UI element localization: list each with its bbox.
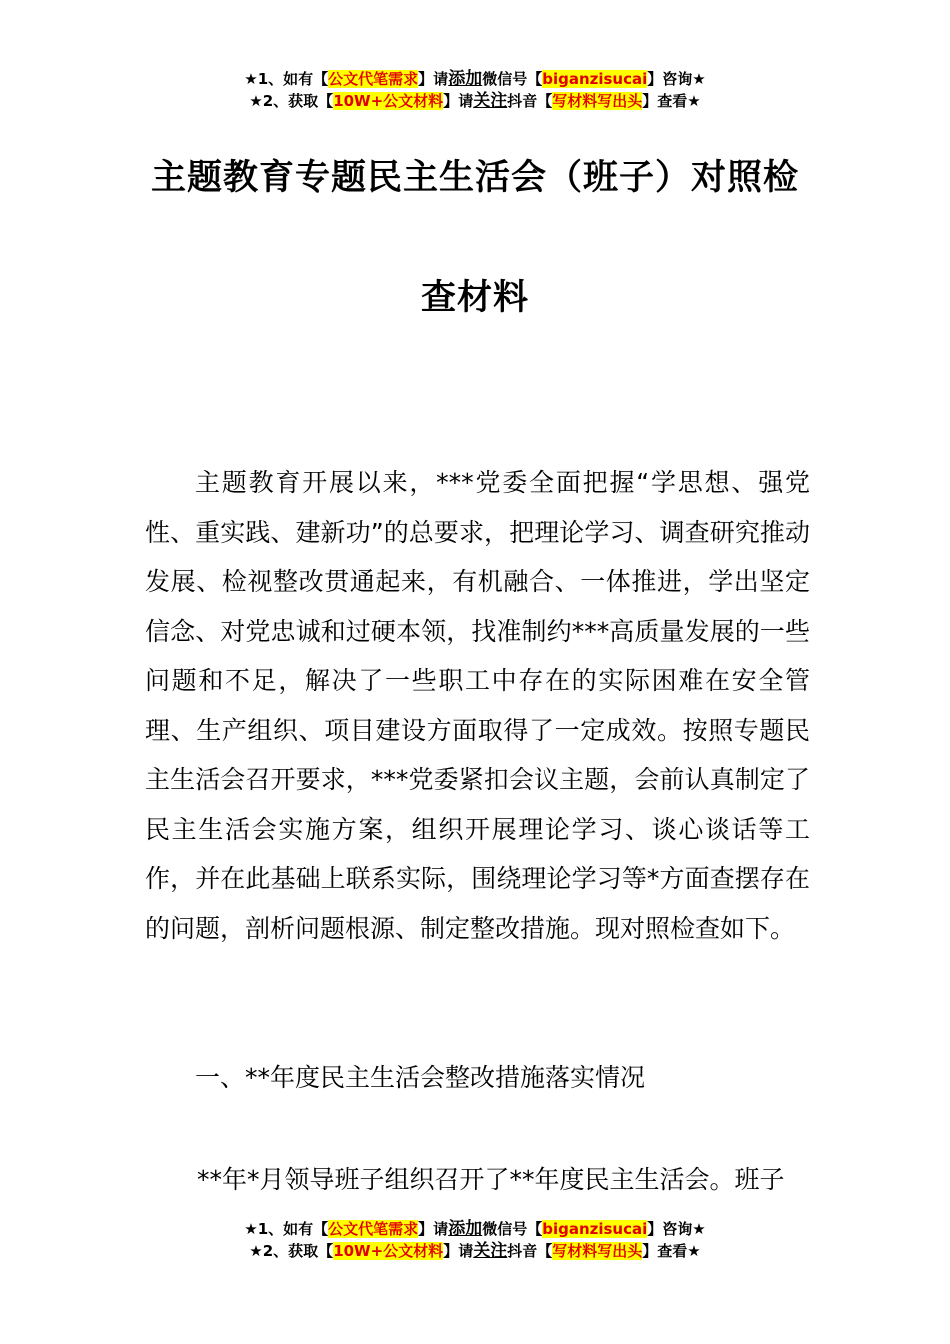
banner-line-2: [0, 90, 950, 112]
banner-text: 】请: [443, 92, 474, 110]
banner-line-2: [0, 1240, 950, 1262]
banner-emphasis: 添加: [448, 1219, 483, 1239]
banner-text: 】请: [443, 1242, 474, 1260]
banner-text: 】查看★: [642, 92, 701, 110]
body-paragraph-1: 主题教育开展以来，***党委全面把握“学思想、强党性、重实践、建新功”的总要求，把理论学习、调查研究推动发展、检视整改贯通起来，有机融合、一体推进，学出坚定信念、对党忠诚和过硬本领，找准制约***高质量发展的一些问题和不足，解决了一些职工中存在的实际困难在安全管理、生产组织、项目建设方面取得了一定成效。按照专题民主生活会召开要求，***党委紧扣会议主题，会前认真制定了民主生活会实施方案，组织开展理论学习、谈心谈话等工作，并在此基础上联系实际，围绕理论学习等*方面查摆存在的问题，剖析问题根源、制定整改措施。现对照检查如下。: [145, 468, 810, 943]
banner-highlight: 写材料写出头: [552, 92, 643, 110]
banner-line-1: [0, 68, 950, 90]
banner-emphasis: 添加: [448, 69, 483, 89]
banner-highlight: 10W+公文材料: [333, 1242, 444, 1260]
banner-text: 】查看★: [642, 1242, 701, 1260]
header-banner: [0, 68, 950, 112]
banner-highlight: biganzisucai: [542, 1220, 648, 1238]
document-title-line-2: 查材料: [420, 278, 529, 318]
body-paragraph-2: **年*月领导班子组织召开了**年度民主生活会。班子: [197, 1165, 785, 1194]
banner-text: 抖音【: [507, 92, 553, 110]
banner-text: ★1、如有【: [244, 70, 329, 88]
section-heading-1: 一、**年度民主生活会整改措施落实情况: [195, 1063, 646, 1092]
banner-text: ★2、获取【: [249, 92, 334, 110]
banner-highlight: biganzisucai: [542, 70, 648, 88]
banner-text: 微信号【: [482, 1220, 543, 1238]
banner-emphasis: 关注: [473, 1241, 508, 1261]
banner-text: 】请: [418, 1220, 449, 1238]
banner-highlight: 写材料写出头: [552, 1242, 643, 1260]
banner-text: 】咨询★: [647, 1220, 706, 1238]
banner-emphasis: 关注: [473, 91, 508, 111]
banner-text: 抖音【: [507, 1242, 553, 1260]
footer-banner: [0, 1218, 950, 1262]
banner-highlight: 公文代笔需求: [328, 1220, 419, 1238]
document-title-line-1: 主题教育专题民主生活会（班子）对照检: [150, 158, 799, 198]
banner-line-1: [0, 1218, 950, 1240]
banner-text: ★1、如有【: [244, 1220, 329, 1238]
banner-text: 】咨询★: [647, 70, 706, 88]
banner-highlight: 10W+公文材料: [333, 92, 444, 110]
banner-text: 微信号【: [482, 70, 543, 88]
banner-text: ★2、获取【: [249, 1242, 334, 1260]
banner-highlight: 公文代笔需求: [328, 70, 419, 88]
banner-text: 】请: [418, 70, 449, 88]
